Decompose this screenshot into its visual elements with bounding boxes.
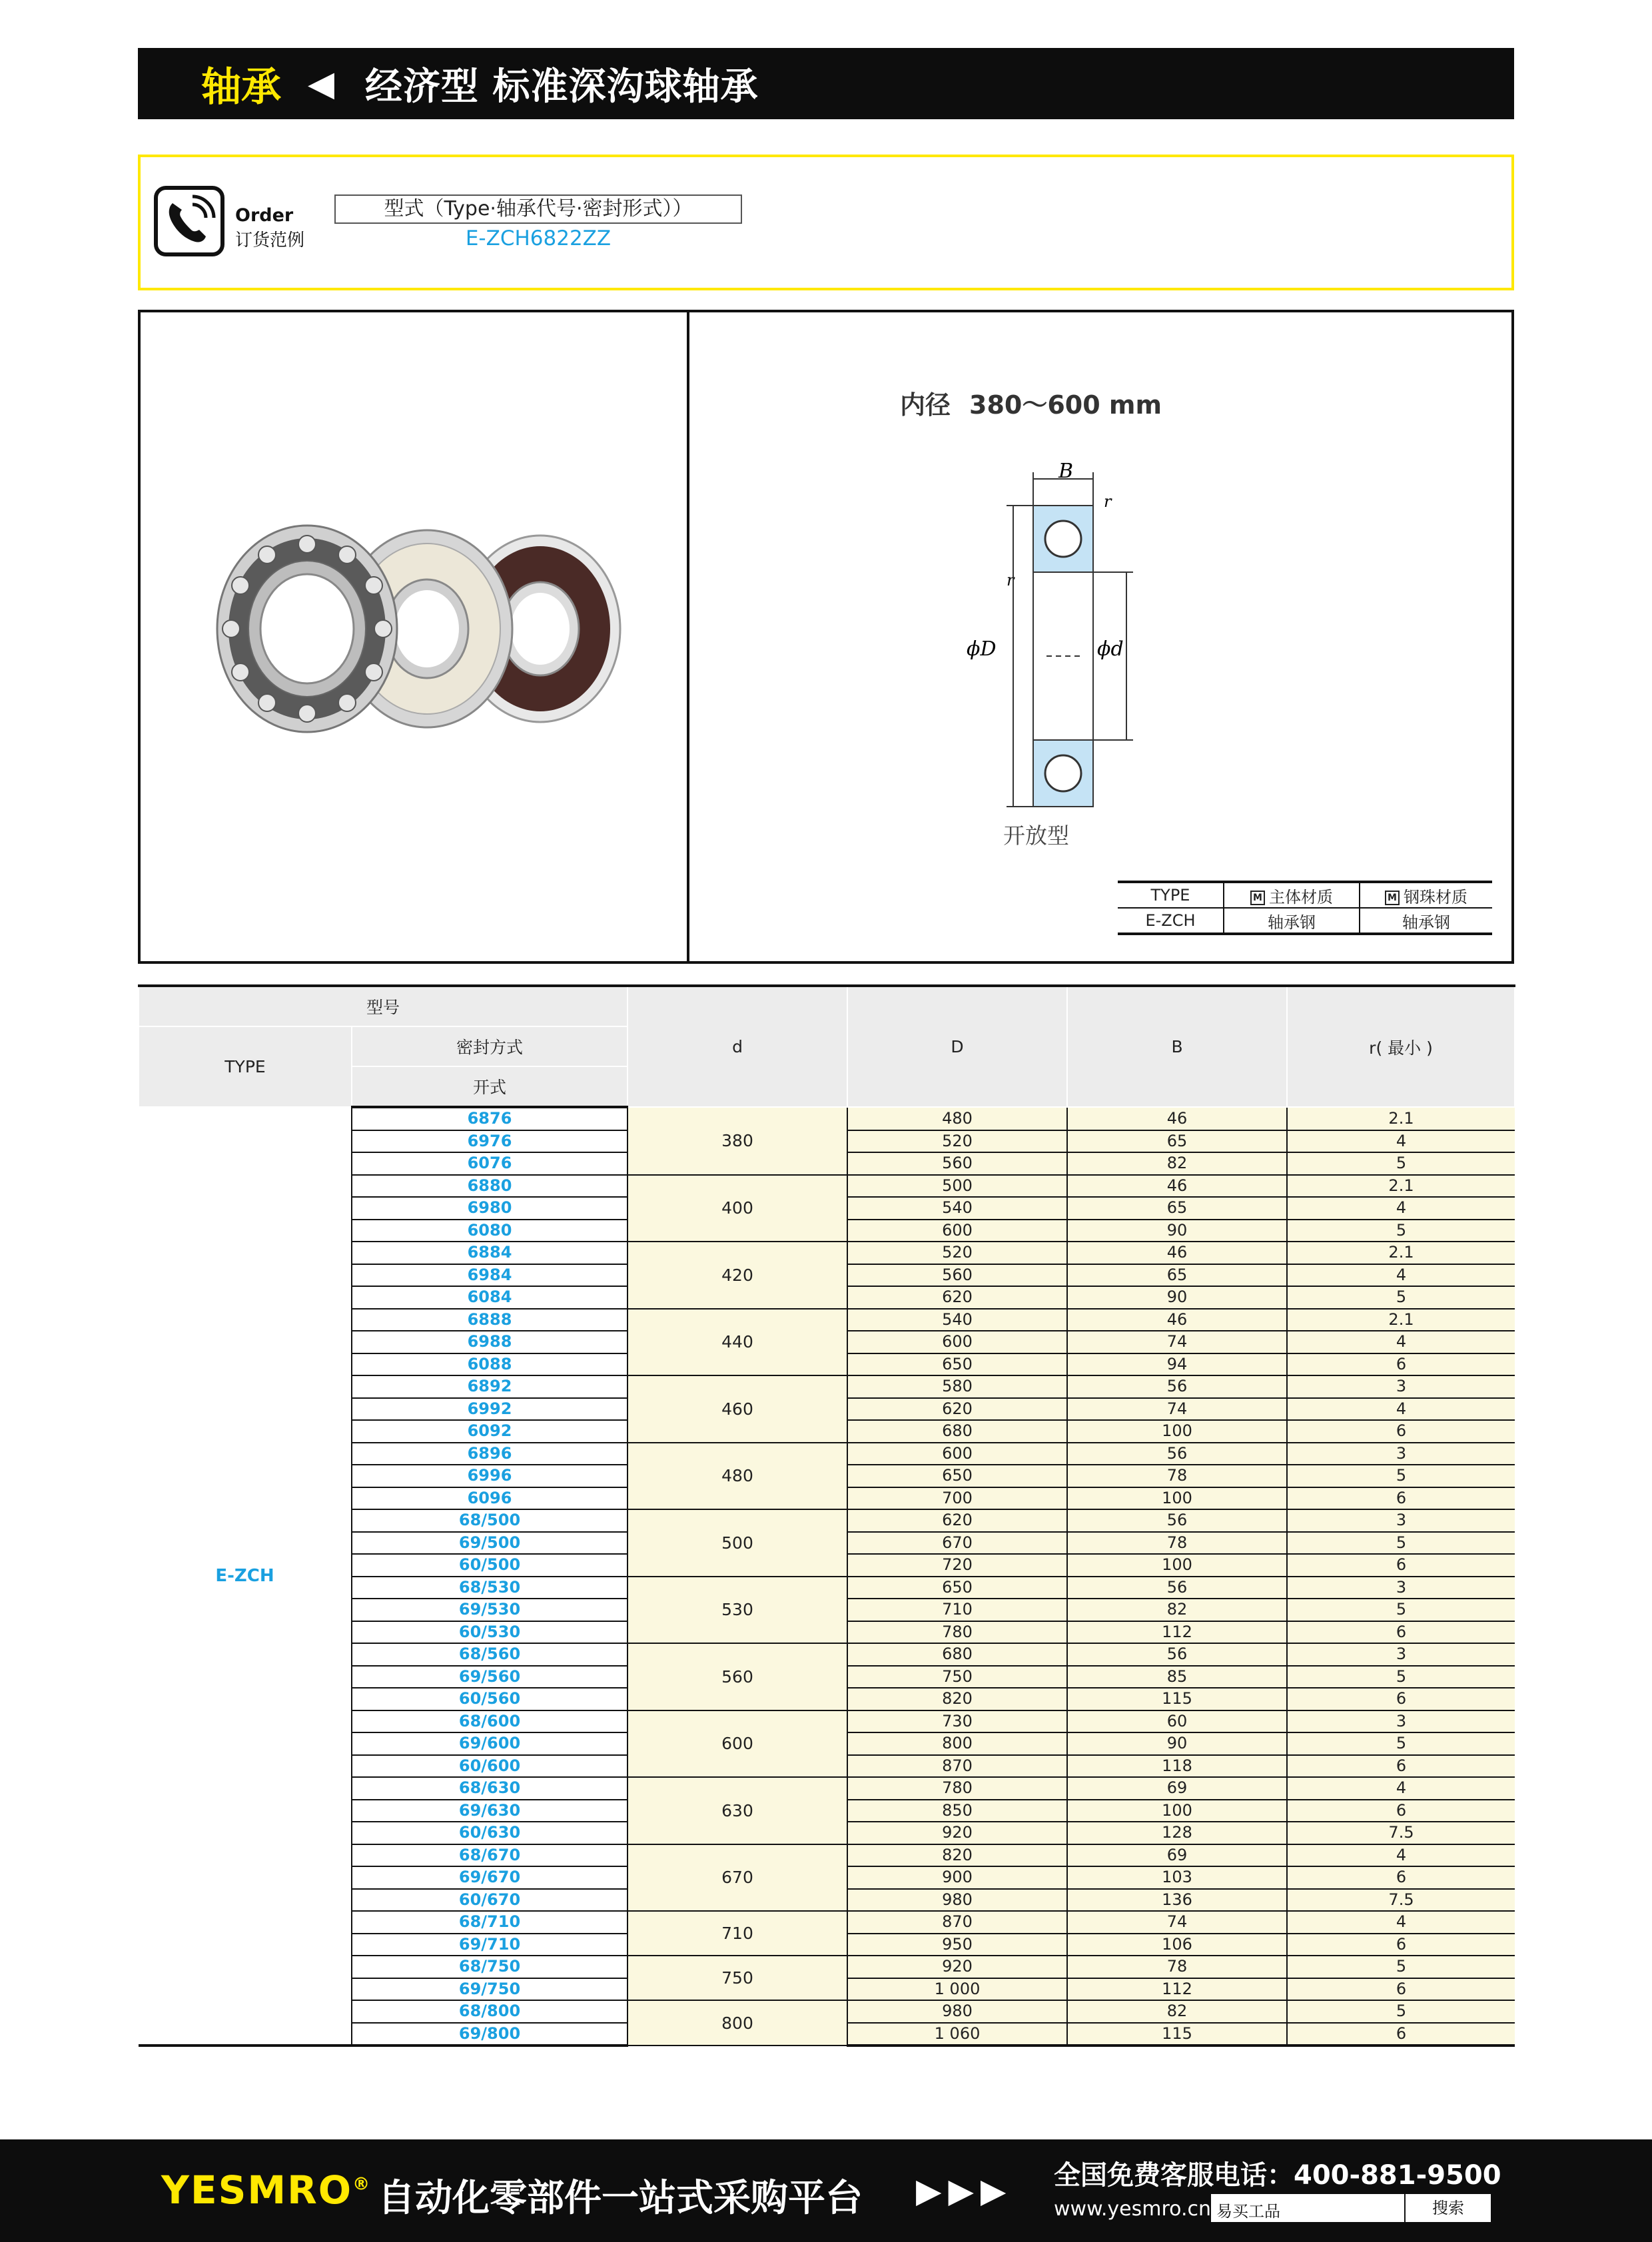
outer-diameter-cell: 710: [847, 1599, 1067, 1621]
outer-diameter-cell: 600: [847, 1331, 1067, 1353]
inner-diameter-cell: 400: [627, 1175, 847, 1242]
model-code-cell[interactable]: 68/670: [352, 1844, 627, 1867]
mat-header-body: M 主体材质: [1224, 882, 1360, 908]
inner-diameter-cell: 630: [627, 1777, 847, 1844]
model-code-cell[interactable]: 69/560: [352, 1666, 627, 1688]
bearing-section-diagram: [940, 446, 1260, 819]
inner-diameter-cell: 440: [627, 1309, 847, 1376]
width-cell: 56: [1067, 1643, 1287, 1666]
inner-diameter-cell: 480: [627, 1443, 847, 1510]
width-cell: 82: [1067, 1599, 1287, 1621]
model-code-cell[interactable]: 69/630: [352, 1800, 627, 1822]
model-code-cell[interactable]: 68/560: [352, 1643, 627, 1666]
diagram-r-left: r: [1007, 571, 1015, 589]
footer-search-box[interactable]: [1211, 2194, 1491, 2222]
model-code-cell[interactable]: 6984: [352, 1264, 627, 1287]
model-code-cell[interactable]: 6088: [352, 1353, 627, 1376]
diagram-D-label: ϕD: [967, 637, 997, 661]
width-cell: 46: [1067, 1242, 1287, 1264]
outer-diameter-cell: 520: [847, 1242, 1067, 1264]
order-label-cn: 订货范例: [235, 230, 305, 250]
registered-mark: ®: [352, 2174, 372, 2195]
width-cell: 46: [1067, 1309, 1287, 1331]
type-format-label: 型式（Type·轴承代号·密封形式））: [334, 194, 742, 224]
inner-diameter-label: [900, 384, 1162, 421]
outer-diameter-cell: 580: [847, 1375, 1067, 1398]
width-cell: 74: [1067, 1331, 1287, 1353]
radius-cell: 4: [1287, 1398, 1515, 1421]
width-cell: 60: [1067, 1710, 1287, 1733]
mat-ball-value: 轴承钢: [1360, 908, 1492, 934]
radius-cell: 6: [1287, 1353, 1515, 1376]
table-row: [139, 1107, 1515, 1130]
mat-header-type: TYPE: [1118, 882, 1224, 908]
footer-hotline: 全国免费客服电话：400-881-9500: [1054, 2160, 1501, 2191]
radius-cell: 4: [1287, 1911, 1515, 1934]
bearing-photo: [181, 512, 660, 752]
radius-cell: 6: [1287, 1621, 1515, 1644]
radius-cell: 7.5: [1287, 1889, 1515, 1912]
outer-diameter-cell: 650: [847, 1465, 1067, 1487]
outer-diameter-cell: 620: [847, 1509, 1067, 1532]
width-cell: 78: [1067, 1532, 1287, 1555]
model-code-cell[interactable]: 6884: [352, 1242, 627, 1264]
width-cell: 136: [1067, 1889, 1287, 1912]
order-label-en: Order: [235, 205, 294, 226]
radius-cell: 2.1: [1287, 1309, 1515, 1331]
inner-diameter-cell: 560: [627, 1643, 847, 1710]
model-code-cell[interactable]: 6988: [352, 1331, 627, 1353]
model-code-cell[interactable]: 69/670: [352, 1866, 627, 1889]
width-cell: 65: [1067, 1264, 1287, 1287]
width-cell: 56: [1067, 1509, 1287, 1532]
model-code-cell[interactable]: 68/800: [352, 2000, 627, 2023]
search-input[interactable]: 易买工品: [1216, 2202, 1280, 2221]
width-cell: 100: [1067, 1800, 1287, 1822]
outer-diameter-cell: 480: [847, 1107, 1067, 1130]
width-cell: 82: [1067, 2000, 1287, 2023]
width-cell: 85: [1067, 1666, 1287, 1688]
width-cell: 115: [1067, 2023, 1287, 2046]
radius-cell: 2.1: [1287, 1107, 1515, 1130]
width-cell: 103: [1067, 1866, 1287, 1889]
model-code-cell[interactable]: 68/600: [352, 1710, 627, 1733]
m-badge-icon: M: [1385, 891, 1400, 905]
width-cell: 106: [1067, 1934, 1287, 1956]
model-code-cell[interactable]: 6976: [352, 1130, 627, 1153]
th-B: B: [1067, 986, 1287, 1107]
diagram-r-top: r: [1104, 492, 1112, 511]
radius-cell: 2.1: [1287, 1242, 1515, 1264]
model-code-cell[interactable]: 6080: [352, 1220, 627, 1242]
th-type: TYPE: [139, 1026, 352, 1107]
radius-cell: 4: [1287, 1777, 1515, 1800]
radius-cell: 4: [1287, 1197, 1515, 1220]
radius-cell: 5: [1287, 1956, 1515, 1978]
model-code-cell[interactable]: 68/710: [352, 1911, 627, 1934]
outer-diameter-cell: 820: [847, 1844, 1067, 1867]
width-cell: 112: [1067, 1621, 1287, 1644]
width-cell: 56: [1067, 1375, 1287, 1398]
footer-slogan: 自动化零部件一站式采购平台: [378, 2177, 863, 2220]
outer-diameter-cell: 650: [847, 1353, 1067, 1376]
radius-cell: 6: [1287, 1934, 1515, 1956]
model-code-cell[interactable]: 6896: [352, 1443, 627, 1465]
radius-cell: 6: [1287, 1688, 1515, 1710]
outer-diameter-cell: 560: [847, 1264, 1067, 1287]
inner-diameter-cell: 710: [627, 1911, 847, 1956]
radius-cell: 5: [1287, 1152, 1515, 1175]
header-brand: 轴承: [201, 63, 281, 111]
radius-cell: 6: [1287, 1554, 1515, 1577]
radius-cell: 4: [1287, 1844, 1515, 1867]
width-cell: 74: [1067, 1398, 1287, 1421]
outer-diameter-cell: 780: [847, 1777, 1067, 1800]
back-arrow-icon[interactable]: ◀: [308, 63, 334, 104]
mat-header-ball: M 钢珠材质: [1360, 882, 1492, 908]
radius-cell: 5: [1287, 1732, 1515, 1755]
th-D: D: [847, 986, 1067, 1107]
model-code-cell[interactable]: 6880: [352, 1175, 627, 1198]
radius-cell: 4: [1287, 1264, 1515, 1287]
width-cell: 90: [1067, 1732, 1287, 1755]
m-badge-icon: M: [1250, 891, 1265, 905]
width-cell: 78: [1067, 1465, 1287, 1487]
inner-diameter-cell: 460: [627, 1375, 847, 1443]
model-code-cell[interactable]: 60/560: [352, 1688, 627, 1710]
width-cell: 65: [1067, 1130, 1287, 1153]
radius-cell: 3: [1287, 1375, 1515, 1398]
inner-diameter-cell: 380: [627, 1107, 847, 1175]
outer-diameter-cell: 720: [847, 1554, 1067, 1577]
outer-diameter-cell: 680: [847, 1643, 1067, 1666]
inner-diameter-cell: 750: [627, 1956, 847, 2000]
model-code-cell[interactable]: 69/750: [352, 1978, 627, 2001]
mat-body-value: 轴承钢: [1224, 908, 1360, 934]
inner-diameter-range: 380～600 mm: [969, 390, 1162, 420]
outer-diameter-cell: 600: [847, 1443, 1067, 1465]
outer-diameter-cell: 900: [847, 1866, 1067, 1889]
model-code-cell[interactable]: 69/600: [352, 1732, 627, 1755]
width-cell: 100: [1067, 1487, 1287, 1510]
radius-cell: 5: [1287, 1220, 1515, 1242]
model-code-cell[interactable]: 6888: [352, 1309, 627, 1331]
model-code-cell[interactable]: 6876: [352, 1107, 627, 1130]
panel-divider: [687, 312, 689, 961]
inner-diameter-cell: 500: [627, 1509, 847, 1577]
outer-diameter-cell: 680: [847, 1420, 1067, 1443]
model-code-cell[interactable]: 60/600: [352, 1755, 627, 1778]
radius-cell: 7.5: [1287, 1822, 1515, 1844]
radius-cell: 6: [1287, 1755, 1515, 1778]
model-code-cell[interactable]: 60/530: [352, 1621, 627, 1644]
model-code-cell[interactable]: 69/710: [352, 1934, 627, 1956]
radius-cell: 3: [1287, 1710, 1515, 1733]
width-cell: 115: [1067, 1688, 1287, 1710]
outer-diameter-cell: 500: [847, 1175, 1067, 1198]
th-r: r( 最小 ): [1287, 986, 1515, 1107]
radius-cell: 5: [1287, 1286, 1515, 1309]
model-code-cell[interactable]: 6980: [352, 1197, 627, 1220]
inner-diameter-cell: 600: [627, 1710, 847, 1778]
radius-cell: 6: [1287, 1487, 1515, 1510]
inner-diameter-cell: 800: [627, 2000, 847, 2046]
width-cell: 90: [1067, 1220, 1287, 1242]
radius-cell: 6: [1287, 1800, 1515, 1822]
radius-cell: 4: [1287, 1130, 1515, 1153]
phone-icon: [154, 186, 224, 256]
outer-diameter-cell: 980: [847, 1889, 1067, 1912]
width-cell: 46: [1067, 1107, 1287, 1130]
outer-diameter-cell: 670: [847, 1532, 1067, 1555]
model-code-cell[interactable]: 68/530: [352, 1577, 627, 1599]
width-cell: 100: [1067, 1420, 1287, 1443]
triple-arrow-icon: ▶▶▶: [916, 2171, 1013, 2210]
order-example-code[interactable]: E-ZCH6822ZZ: [465, 226, 612, 250]
outer-diameter-cell: 540: [847, 1309, 1067, 1331]
width-cell: 69: [1067, 1844, 1287, 1867]
width-cell: 82: [1067, 1152, 1287, 1175]
width-cell: 65: [1067, 1197, 1287, 1220]
mat-type-value: E-ZCH: [1118, 908, 1224, 934]
outer-diameter-cell: 820: [847, 1688, 1067, 1710]
width-cell: 118: [1067, 1755, 1287, 1778]
footer-bar: [0, 2139, 1652, 2242]
model-code-cell[interactable]: 6892: [352, 1375, 627, 1398]
model-code-cell[interactable]: 6996: [352, 1465, 627, 1487]
th-open: 开式: [352, 1066, 627, 1107]
model-code-cell[interactable]: 60/500: [352, 1554, 627, 1577]
outer-diameter-cell: 650: [847, 1577, 1067, 1599]
model-code-cell[interactable]: 6076: [352, 1152, 627, 1175]
outer-diameter-cell: 870: [847, 1911, 1067, 1934]
radius-cell: 6: [1287, 1866, 1515, 1889]
radius-cell: 3: [1287, 1643, 1515, 1666]
radius-cell: 6: [1287, 1978, 1515, 2001]
width-cell: 74: [1067, 1911, 1287, 1934]
th-model: 型号: [139, 986, 627, 1026]
outer-diameter-cell: 600: [847, 1220, 1067, 1242]
width-cell: 46: [1067, 1175, 1287, 1198]
outer-diameter-cell: 920: [847, 1956, 1067, 1978]
outer-diameter-cell: 620: [847, 1286, 1067, 1309]
model-code-cell[interactable]: 60/630: [352, 1822, 627, 1844]
width-cell: 90: [1067, 1286, 1287, 1309]
outer-diameter-cell: 540: [847, 1197, 1067, 1220]
model-code-cell[interactable]: 68/750: [352, 1956, 627, 1978]
material-table: [1118, 881, 1492, 935]
radius-cell: 5: [1287, 1599, 1515, 1621]
outer-diameter-cell: 700: [847, 1487, 1067, 1510]
radius-cell: 4: [1287, 1331, 1515, 1353]
width-cell: 94: [1067, 1353, 1287, 1376]
spec-table: [138, 984, 1515, 2047]
inner-diameter-cell: 670: [627, 1844, 847, 1912]
model-code-cell[interactable]: 69/530: [352, 1599, 627, 1621]
width-cell: 128: [1067, 1822, 1287, 1844]
radius-cell: 2.1: [1287, 1175, 1515, 1198]
outer-diameter-cell: 750: [847, 1666, 1067, 1688]
model-code-cell[interactable]: 69/800: [352, 2023, 627, 2046]
model-code-cell[interactable]: 6084: [352, 1286, 627, 1309]
model-code-cell[interactable]: 6992: [352, 1398, 627, 1421]
model-code-cell[interactable]: 68/630: [352, 1777, 627, 1800]
width-cell: 112: [1067, 1978, 1287, 2001]
outer-diameter-cell: 560: [847, 1152, 1067, 1175]
radius-cell: 3: [1287, 1443, 1515, 1465]
diagram-B-label: B: [1058, 460, 1074, 483]
inner-diameter-title: 内径: [900, 390, 951, 420]
radius-cell: 5: [1287, 1532, 1515, 1555]
outer-diameter-cell: 950: [847, 1934, 1067, 1956]
type-cell: E-ZCH: [139, 1107, 352, 2046]
outer-diameter-cell: 1 000: [847, 1978, 1067, 2001]
th-d: d: [627, 986, 847, 1107]
width-cell: 69: [1067, 1777, 1287, 1800]
radius-cell: 6: [1287, 1420, 1515, 1443]
footer-logo[interactable]: YESMRO®: [161, 2167, 372, 2213]
outer-diameter-cell: 850: [847, 1800, 1067, 1822]
page-title: 经济型 标准深沟球轴承: [365, 65, 759, 109]
outer-diameter-cell: 920: [847, 1822, 1067, 1844]
outer-diameter-cell: 800: [847, 1732, 1067, 1755]
th-seal: 密封方式: [352, 1026, 627, 1066]
radius-cell: 3: [1287, 1509, 1515, 1532]
radius-cell: 5: [1287, 2000, 1515, 2023]
model-code-cell[interactable]: 69/500: [352, 1532, 627, 1555]
outer-diameter-cell: 1 060: [847, 2023, 1067, 2046]
outer-diameter-cell: 780: [847, 1621, 1067, 1644]
radius-cell: 5: [1287, 1666, 1515, 1688]
outer-diameter-cell: 980: [847, 2000, 1067, 2023]
diagram-d-label: ϕd: [1097, 637, 1124, 661]
inner-diameter-cell: 420: [627, 1242, 847, 1309]
footer-url[interactable]: www.yesmro.cn: [1054, 2197, 1212, 2221]
width-cell: 100: [1067, 1554, 1287, 1577]
radius-cell: 5: [1287, 1465, 1515, 1487]
model-code-cell[interactable]: 68/500: [352, 1509, 627, 1532]
outer-diameter-cell: 620: [847, 1398, 1067, 1421]
width-cell: 56: [1067, 1443, 1287, 1465]
search-button[interactable]: 搜索: [1404, 2194, 1491, 2222]
width-cell: 56: [1067, 1577, 1287, 1599]
order-example-box: [138, 155, 1514, 290]
radius-cell: 3: [1287, 1577, 1515, 1599]
model-code-cell[interactable]: 60/670: [352, 1889, 627, 1912]
outer-diameter-cell: 730: [847, 1710, 1067, 1733]
open-type-caption: 开放型: [1003, 823, 1069, 849]
inner-diameter-cell: 530: [627, 1577, 847, 1644]
width-cell: 78: [1067, 1956, 1287, 1978]
outer-diameter-cell: 870: [847, 1755, 1067, 1778]
header-bar: [138, 48, 1514, 119]
model-code-cell[interactable]: 6092: [352, 1420, 627, 1443]
product-panels: [138, 310, 1514, 964]
model-code-cell[interactable]: 6096: [352, 1487, 627, 1510]
outer-diameter-cell: 520: [847, 1130, 1067, 1153]
radius-cell: 6: [1287, 2023, 1515, 2046]
